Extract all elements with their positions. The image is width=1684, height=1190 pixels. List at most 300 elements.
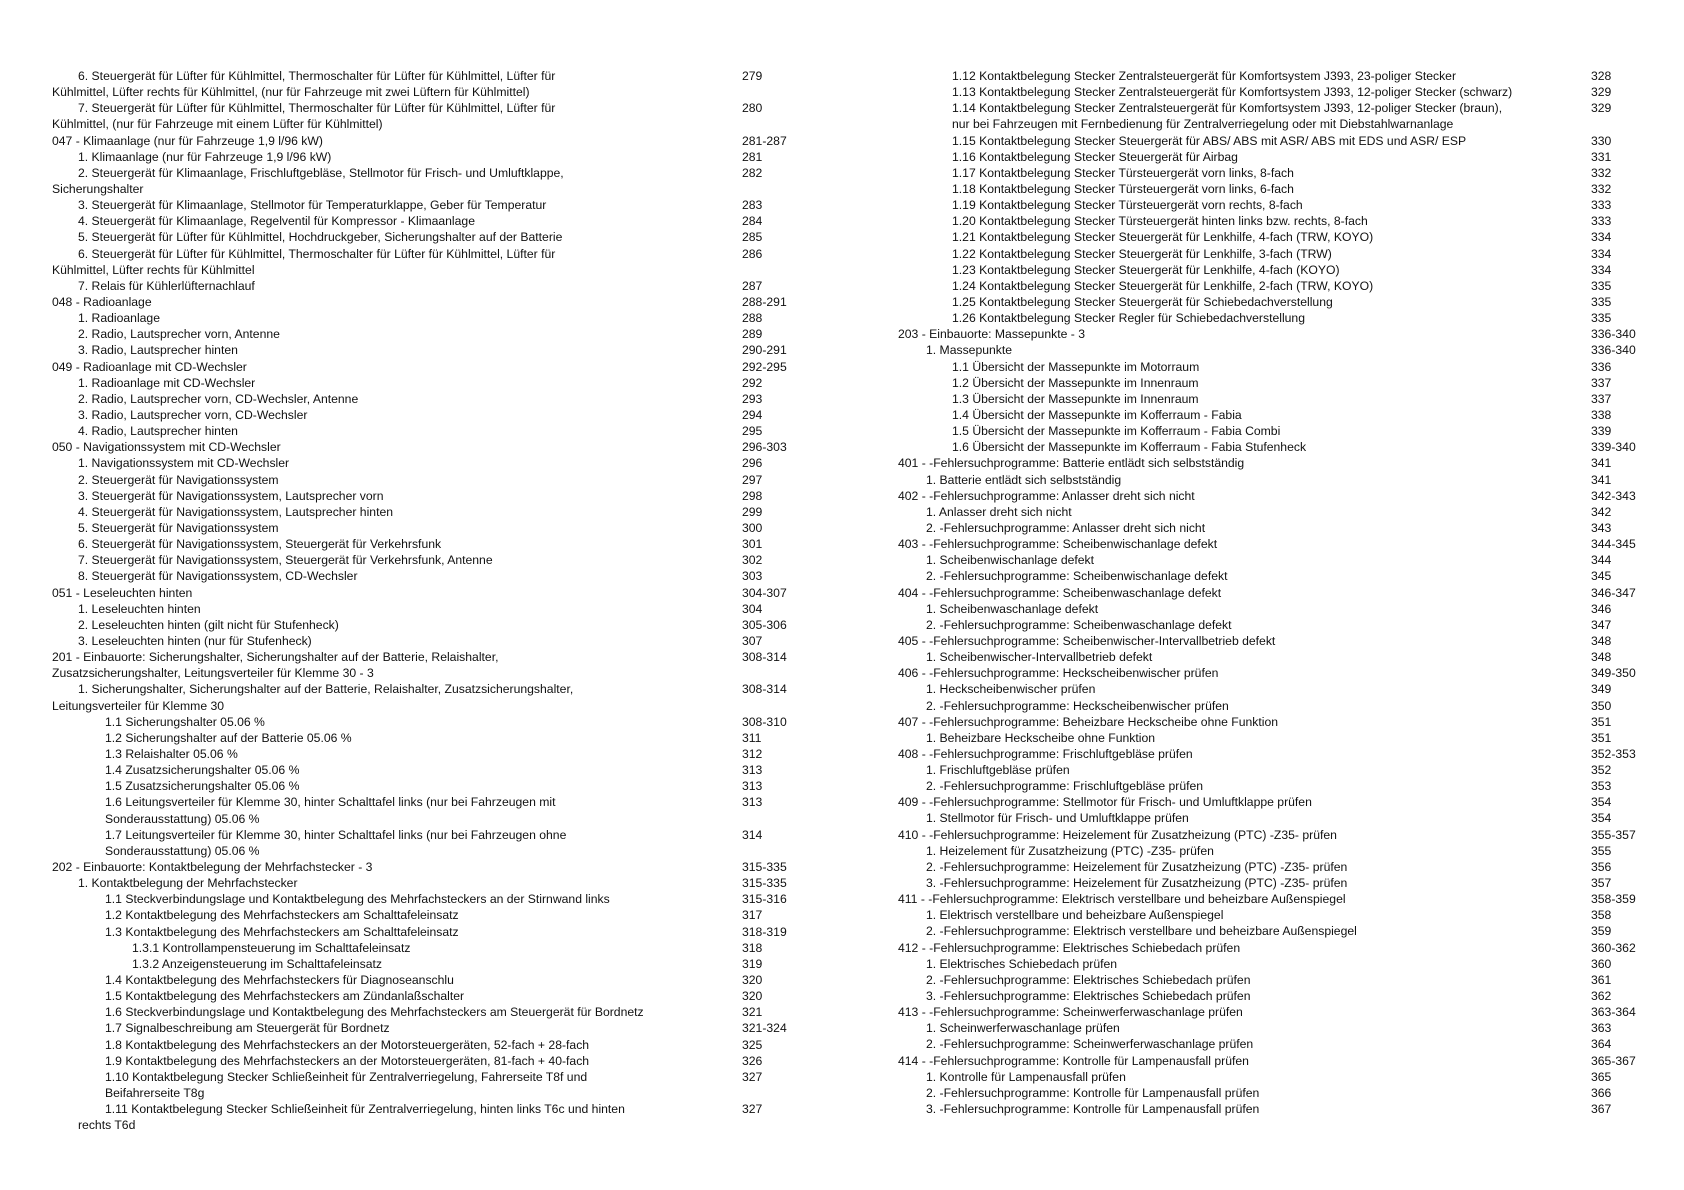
toc-entry — [52, 617, 812, 633]
toc-entry-page: 344 — [1591, 553, 1612, 568]
toc-entry-title — [898, 827, 1337, 843]
toc-entry-title-line: 8. Steuergerät für Navigationssystem, CD-Wechsler — [78, 569, 358, 584]
toc-entry — [898, 859, 1658, 875]
toc-entry-title — [78, 504, 393, 520]
toc-entry — [898, 246, 1658, 262]
toc-entry-title — [52, 246, 556, 278]
toc-entry-title — [78, 472, 279, 488]
toc-entry-page: 313 — [742, 795, 763, 810]
toc-entry-page: 345 — [1591, 569, 1612, 584]
toc-entry-page: 337 — [1591, 391, 1612, 406]
toc-entry-title — [52, 165, 564, 197]
toc-entry — [52, 794, 812, 826]
toc-entry-title — [926, 972, 1250, 988]
toc-entry-page: 334 — [1591, 262, 1612, 277]
toc-entry-page: 321 — [742, 1005, 763, 1020]
toc-entry-title-line: 1.6 Übersicht der Massepunkte im Kofferraum - Fabia Stufenheck — [952, 440, 1307, 455]
toc-entry-title — [926, 1036, 1253, 1052]
toc-entry-title-line: 2. -Fehlersuchprogramme: Anlasser dreht sich nicht — [926, 520, 1206, 535]
toc-entry — [898, 133, 1658, 149]
toc-entry-title — [105, 907, 459, 923]
toc-entry-title-line: 3. Leseleuchten hinten (nur für Stufenheck) — [78, 633, 312, 648]
toc-entry — [898, 601, 1658, 617]
toc-entry — [52, 68, 812, 100]
toc-entry-title-continuation: rechts T6d — [78, 1118, 136, 1133]
toc-entry-title — [952, 407, 1242, 423]
toc-entry-title-line: 1.1 Sicherungshalter 05.06 % — [105, 714, 265, 729]
toc-entry-page: 288 — [742, 311, 763, 326]
toc-entry-page: 289 — [742, 327, 763, 342]
toc-entry-page: 342 — [1591, 504, 1612, 519]
toc-entry-page: 329 — [1591, 85, 1612, 100]
toc-entry-title-line: 1. Frischluftgebläse prüfen — [926, 763, 1070, 778]
toc-entry-title-line: 407 - -Fehlersuchprogramme: Beheizbare Heckscheibe ohne Funktion — [898, 714, 1279, 729]
toc-entry-title — [78, 391, 358, 407]
toc-entry-title-line: 1. Scheibenwaschanlage defekt — [926, 601, 1099, 616]
toc-entry-title-line: 409 - -Fehlersuchprogramme: Stellmotor für Frisch- und Umluftklappe prüfen — [898, 795, 1312, 810]
toc-entry-page: 329 — [1591, 101, 1612, 116]
toc-entry-page: 283 — [742, 198, 763, 213]
toc-entry — [898, 342, 1658, 358]
toc-entry-page: 337 — [1591, 375, 1612, 390]
toc-entry — [898, 294, 1658, 310]
toc-entry — [898, 730, 1658, 746]
toc-entry — [898, 552, 1658, 568]
toc-entry-page: 352 — [1591, 763, 1612, 778]
toc-entry-page: 349 — [1591, 682, 1612, 697]
toc-entry-title-line: 1.10 Kontaktbelegung Stecker Schließeinheit für Zentralverriegelung, Fahrerseite T8f und — [105, 1069, 588, 1084]
toc-entry-page: 335 — [1591, 294, 1612, 309]
toc-entry-title-line: 2. -Fehlersuchprogramme: Heizelement für Zusatzheizung (PTC) -Z35- prüfen — [926, 859, 1348, 874]
toc-entry-title — [78, 875, 298, 891]
toc-entry-title — [926, 568, 1227, 584]
toc-entry — [898, 794, 1658, 810]
toc-entry-title-continuation: nur bei Fahrzeugen mit Fernbedienung für Zentralverriegelung oder mit Diebstahlwarnanlage — [952, 117, 1454, 132]
toc-entry — [52, 359, 812, 375]
toc-entry-page: 298 — [742, 488, 763, 503]
toc-entry-page: 296 — [742, 456, 763, 471]
toc-entry — [52, 907, 812, 923]
toc-entry-title — [952, 197, 1303, 213]
toc-entry-page: 328 — [1591, 69, 1612, 83]
toc-entry-page: 354 — [1591, 795, 1612, 810]
toc-entry — [52, 229, 812, 245]
toc-entry-title — [105, 714, 265, 730]
toc-entry-title-line: 1.3.2 Anzeigensteuerung im Schalttafeleinsatz — [132, 956, 383, 971]
toc-entry-title-line: 1.16 Kontaktbelegung Stecker Steuergerät für Airbag — [952, 149, 1238, 164]
toc-entry-title — [926, 843, 1214, 859]
toc-entry-title-line: 1. Massepunkte — [926, 343, 1013, 358]
toc-entry — [52, 681, 812, 713]
toc-entry — [52, 1020, 812, 1036]
toc-entry — [52, 1069, 812, 1101]
toc-entry-title — [52, 439, 281, 455]
toc-entry-title — [52, 100, 556, 132]
toc-entry-title-continuation: Sicherungshalter — [52, 182, 144, 197]
toc-entry-page: 333 — [1591, 198, 1612, 213]
toc-entry-page: 326 — [742, 1053, 763, 1068]
toc-entry-title-line: 2. -Fehlersuchprogramme: Elektrisches Schiebedach prüfen — [926, 972, 1251, 987]
toc-entry — [52, 940, 812, 956]
toc-entry-page: 333 — [1591, 214, 1612, 229]
toc-entry-title-line: 1. Stellmotor für Frisch- und Umluftklappe prüfen — [926, 811, 1189, 826]
toc-entry-title — [952, 310, 1305, 326]
toc-entry-title-line: 2. -Fehlersuchprogramme: Scheibenwaschanlage defekt — [926, 617, 1232, 632]
toc-entry-page: 321-324 — [742, 1021, 787, 1036]
toc-entry-title — [926, 923, 1357, 939]
toc-entry-title-line: 1.20 Kontaktbelegung Stecker Türsteuergerät hinten links bzw. rechts, 8-fach — [952, 214, 1368, 229]
toc-entry-title-line: 1. Heckscheibenwischer prüfen — [926, 682, 1096, 697]
toc-entry-page: 348 — [1591, 633, 1612, 648]
toc-entry-title-line: 402 - -Fehlersuchprogramme: Anlasser dreht sich nicht — [898, 488, 1195, 503]
toc-entry — [898, 375, 1658, 391]
toc-entry-page: 327 — [742, 1069, 763, 1084]
toc-entry-title-line: 1. Radioanlage — [78, 311, 160, 326]
toc-entry-title-line: 403 - -Fehlersuchprogramme: Scheibenwischanlage defekt — [898, 537, 1218, 552]
toc-entry-page: 330 — [1591, 133, 1612, 148]
toc-entry-title-continuation: Beifahrerseite T8g — [105, 1086, 205, 1100]
toc-entry-title-line: 2. Leseleuchten hinten (gilt nicht für Stufenheck) — [78, 617, 339, 632]
toc-entry-title — [105, 778, 299, 794]
toc-entry-title-line: 1.4 Übersicht der Massepunkte im Kofferraum - Fabia — [952, 407, 1242, 422]
toc-entry — [52, 891, 812, 907]
toc-entry — [898, 988, 1658, 1004]
toc-entry — [898, 68, 1658, 84]
toc-entry-title — [105, 972, 454, 988]
toc-entry-title — [952, 439, 1306, 455]
toc-entry-title-line: 1.3 Kontaktbelegung des Mehrfachsteckers am Schalttafeleinsatz — [105, 924, 459, 939]
toc-entry-title-line: 1.8 Kontaktbelegung des Mehrfachsteckers an der Motorsteuergeräten, 52-fach + 28-fach — [105, 1037, 590, 1052]
toc-entry-title — [52, 133, 323, 149]
toc-entry-title-line: 3. Steuergerät für Klimaanlage, Stellmotor für Temperaturklappe, Geber für Temperatur — [78, 198, 547, 213]
toc-entry — [898, 746, 1658, 762]
toc-entry — [52, 988, 812, 1004]
toc-entry — [52, 827, 812, 859]
toc-entry-page: 320 — [742, 989, 763, 1004]
toc-entry-title — [898, 536, 1217, 552]
toc-entry — [898, 149, 1658, 165]
toc-entry-title — [78, 568, 358, 584]
toc-entry — [898, 1020, 1658, 1036]
toc-entry-page: 366 — [1591, 1085, 1612, 1100]
toc-entry-title — [952, 149, 1238, 165]
toc-entry-title-line: 1.14 Kontaktbelegung Stecker Zentralsteuergerät für Komfortsystem J393, 12-poliger Stecker (braun), — [952, 101, 1503, 116]
toc-entry-page: 336-340 — [1591, 343, 1636, 358]
toc-entry — [898, 891, 1658, 907]
toc-entry-title-line: 406 - -Fehlersuchprogramme: Heckscheibenwischer prüfen — [898, 666, 1219, 681]
toc-entry — [52, 310, 812, 326]
toc-entry — [52, 778, 812, 794]
toc-entry-page: 334 — [1591, 230, 1612, 245]
toc-entry-page: 292-295 — [742, 359, 787, 374]
toc-entry-page: 357 — [1591, 876, 1612, 891]
toc-entry-title-line: 1. Elektrisch verstellbare und beheizbare Außenspiegel — [926, 908, 1224, 923]
toc-entry-title-line: 1.2 Sicherungshalter auf der Batterie 05.06 % — [105, 730, 352, 745]
toc-entry-title — [926, 1101, 1259, 1117]
toc-entry — [898, 810, 1658, 826]
toc-entry-title-line: 1. Navigationssystem mit CD-Wechsler — [78, 456, 290, 471]
toc-entry-title — [78, 552, 493, 568]
toc-entry — [52, 714, 812, 730]
toc-entry-title — [78, 488, 384, 504]
toc-entry-title — [78, 520, 279, 536]
toc-column-left — [52, 68, 812, 1133]
toc-entry-title — [952, 423, 1280, 439]
toc-entry-title-line: 404 - -Fehlersuchprogramme: Scheibenwaschanlage defekt — [898, 585, 1222, 600]
toc-entry-title-line: 1.1 Steckverbindungslage und Kontaktbelegung des Mehrfachsteckers an der Stirnwand links — [105, 892, 610, 907]
toc-entry-title — [952, 246, 1332, 262]
toc-entry-title-line: 1.18 Kontaktbelegung Stecker Türsteuergerät vorn links, 6-fach — [952, 182, 1294, 196]
toc-entry-page: 307 — [742, 633, 763, 648]
toc-entry-title-line: 412 - -Fehlersuchprogramme: Elektrisches Schiebedach prüfen — [898, 940, 1241, 955]
toc-entry-title-line: 3. Steuergerät für Navigationssystem, Lautsprecher vorn — [78, 488, 384, 503]
toc-entry — [898, 536, 1658, 552]
toc-entry-title — [952, 359, 1199, 375]
toc-entry-title — [952, 133, 1466, 149]
toc-entry-title-line: 203 - Einbauorte: Massepunkte - 3 — [898, 327, 1085, 342]
toc-entry — [898, 359, 1658, 375]
toc-entry-title-line: 1. Scheibenwischer-Intervallbetrieb defekt — [926, 650, 1153, 665]
toc-entry-title-line: 1. Anlasser dreht sich nicht — [926, 504, 1072, 519]
toc-entry-title-line: 202 - Einbauorte: Kontaktbelegung der Mehrfachstecker - 3 — [52, 860, 373, 875]
toc-entry-title-line: 3. Radio, Lautsprecher hinten — [78, 343, 238, 358]
toc-entry — [898, 568, 1658, 584]
toc-entry-title-line: 1.4 Zusatzsicherungshalter 05.06 % — [105, 763, 300, 778]
toc-entry-page: 313 — [742, 763, 763, 778]
toc-entry-title — [926, 730, 1155, 746]
toc-entry-title — [105, 891, 610, 907]
toc-entry-page: 360 — [1591, 956, 1612, 971]
toc-entry-title-line: 1.3.1 Kontrollampensteuerung im Schalttafeleinsatz — [132, 940, 411, 955]
toc-entry-title-line: 6. Steuergerät für Lüfter für Kühlmittel, Thermoschalter für Lüfter für Kühlmittel, Lüfter für — [78, 246, 556, 261]
toc-entry-title-line: 6. Steuergerät für Navigationssystem, Steuergerät für Verkehrsfunk — [78, 537, 442, 552]
toc-entry-title-line: 1.6 Leitungsverteiler für Klemme 30, hinter Schalttafel links (nur bei Fahrzeugen mit — [105, 795, 556, 810]
toc-entry-title — [952, 68, 1456, 84]
toc-entry-page: 346 — [1591, 601, 1612, 616]
toc-entry — [898, 923, 1658, 939]
toc-entry-page: 355 — [1591, 843, 1612, 858]
toc-entry-page: 341 — [1591, 472, 1612, 487]
toc-entry-title — [898, 1053, 1249, 1069]
toc-entry-title-continuation: Zusatzsicherungshalter, Leitungsverteiler für Klemme 30 - 3 — [52, 666, 374, 681]
toc-entry — [898, 633, 1658, 649]
toc-entry-title — [926, 472, 1121, 488]
toc-entry-title-continuation: Kühlmittel, Lüfter rechts für Kühlmittel — [52, 262, 255, 277]
toc-entry — [898, 1085, 1658, 1101]
toc-entry-page: 292 — [742, 375, 763, 390]
toc-entry-title — [926, 504, 1072, 520]
toc-entry-title-line: 414 - -Fehlersuchprogramme: Kontrolle für Lampenausfall prüfen — [898, 1053, 1249, 1068]
toc-entry — [52, 601, 812, 617]
toc-entry-title — [105, 988, 464, 1004]
toc-entry — [898, 585, 1658, 601]
toc-entry — [898, 326, 1658, 342]
toc-entry-title — [132, 940, 410, 956]
toc-entry-title-line: 1.24 Kontaktbelegung Stecker Steuergerät für Lenkhilfe, 2-fach (TRW, KOYO) — [952, 278, 1374, 293]
toc-column-right — [898, 68, 1658, 1117]
toc-entry — [898, 649, 1658, 665]
toc-entry — [52, 633, 812, 649]
toc-entry — [52, 1101, 812, 1133]
toc-entry-title — [898, 633, 1275, 649]
toc-entry-title-line: 1. Elektrisches Schiebedach prüfen — [926, 956, 1118, 971]
toc-entry — [898, 520, 1658, 536]
toc-entry — [898, 1101, 1658, 1117]
toc-entry-page: 296-303 — [742, 440, 787, 455]
toc-entry-page: 338 — [1591, 407, 1612, 422]
toc-entry — [898, 778, 1658, 794]
toc-entry-title-line: 1. Sicherungshalter, Sicherungshalter auf der Batterie, Relaishalter, Zusatzsicherungshalter, — [78, 682, 574, 697]
toc-entry-title — [926, 956, 1117, 972]
toc-entry-title — [78, 278, 255, 294]
toc-entry-title — [78, 423, 238, 439]
toc-entry-page: 344-345 — [1591, 537, 1636, 552]
toc-entry — [52, 585, 812, 601]
toc-entry-title — [898, 326, 1085, 342]
toc-entry-title — [105, 1037, 589, 1053]
toc-entry — [898, 84, 1658, 100]
toc-entry-page: 359 — [1591, 924, 1612, 939]
toc-entry-page: 287 — [742, 278, 763, 293]
toc-entry-page: 361 — [1591, 972, 1612, 987]
toc-entry-title-line: 2. -Fehlersuchprogramme: Kontrolle für Lampenausfall prüfen — [926, 1085, 1260, 1100]
toc-entry-title-line: 1. Scheibenwischanlage defekt — [926, 553, 1095, 568]
toc-entry — [52, 165, 812, 197]
toc-entry-title-line: 5. Steuergerät für Navigationssystem — [78, 521, 279, 535]
toc-entry-title — [926, 601, 1098, 617]
toc-entry-title-line: 2. Radio, Lautsprecher vorn, Antenne — [78, 327, 280, 342]
toc-entry-title — [926, 698, 1229, 714]
toc-entry — [898, 504, 1658, 520]
toc-entry-page: 339 — [1591, 424, 1612, 439]
toc-entry-page: 360-362 — [1591, 940, 1636, 955]
toc-entry-title — [105, 924, 459, 940]
toc-entry — [52, 875, 812, 891]
toc-entry-title-line: 4. Radio, Lautsprecher hinten — [78, 424, 238, 439]
toc-entry-page: 299 — [742, 504, 763, 519]
toc-entry-title — [78, 536, 441, 552]
toc-entry — [52, 100, 812, 132]
toc-entry-title-line: 408 - -Fehlersuchprogramme: Frischluftgebläse prüfen — [898, 746, 1193, 761]
toc-entry-title — [926, 859, 1347, 875]
toc-entry-title-line: 3. -Fehlersuchprogramme: Kontrolle für Lampenausfall prüfen — [926, 1102, 1260, 1117]
toc-entry-title-line: 1.12 Kontaktbelegung Stecker Zentralsteuergerät für Komfortsystem J393, 23-poliger Stecker — [952, 69, 1457, 83]
toc-entry-title — [926, 778, 1203, 794]
toc-entry-page: 315-335 — [742, 860, 787, 875]
toc-entry-page: 285 — [742, 230, 763, 245]
toc-entry-title-line: 2. -Fehlersuchprogramme: Scheibenwischanlage defekt — [926, 569, 1228, 584]
toc-entry-title-line: 1. Scheinwerferwaschanlage prüfen — [926, 1021, 1120, 1036]
toc-entry-title-line: 1.4 Kontaktbelegung des Mehrfachsteckers für Diagnoseanschlu — [105, 973, 454, 987]
toc-entry — [898, 940, 1658, 956]
toc-entry-page: 351 — [1591, 714, 1612, 729]
toc-entry — [52, 197, 812, 213]
toc-entry-title — [105, 1069, 587, 1101]
toc-entry — [898, 229, 1658, 245]
toc-entry-page: 325 — [742, 1037, 763, 1052]
toc-entry-title-line: 1.2 Übersicht der Massepunkte im Innenraum — [952, 375, 1199, 390]
toc-entry-page: 302 — [742, 553, 763, 568]
toc-entry — [52, 552, 812, 568]
toc-entry-title — [898, 488, 1195, 504]
toc-entry — [52, 455, 812, 471]
toc-entry-title-line: 047 - Klimaanlage (nur für Fahrzeuge 1,9 l/96 kW) — [52, 133, 323, 148]
toc-entry-title — [105, 762, 299, 778]
toc-entry-title — [105, 794, 555, 826]
toc-entry-title — [898, 1004, 1243, 1020]
toc-entry-title-line: 5. Steuergerät für Lüfter für Kühlmittel, Hochdruckgeber, Sicherungshalter auf der Batterie — [78, 230, 563, 245]
toc-entry-title — [78, 601, 201, 617]
toc-entry-page: 301 — [742, 537, 763, 552]
toc-entry-title — [898, 794, 1312, 810]
toc-entry-page: 279 — [742, 69, 763, 83]
toc-entry-title-line: 1. Heizelement für Zusatzheizung (PTC) -Z35- prüfen — [926, 843, 1214, 858]
toc-entry — [52, 423, 812, 439]
toc-entry-title-line: 405 - -Fehlersuchprogramme: Scheibenwischer-Intervallbetrieb defekt — [898, 633, 1276, 648]
toc-entry-title-line: 1.15 Kontaktbelegung Stecker Steuergerät für ABS/ ABS mit ASR/ ABS mit EDS und ASR/ ESP — [952, 133, 1467, 148]
toc-entry-title-continuation: Sonderausstattung) 05.06 % — [105, 843, 260, 858]
toc-entry-title-line: 1.22 Kontaktbelegung Stecker Steuergerät für Lenkhilfe, 3-fach (TRW) — [952, 246, 1332, 261]
toc-entry-title — [78, 229, 562, 245]
toc-entry-title — [952, 278, 1373, 294]
toc-entry-title — [898, 665, 1218, 681]
toc-entry-title — [105, 1053, 589, 1069]
toc-entry-title — [105, 1004, 644, 1020]
toc-entry-title — [52, 585, 192, 601]
toc-entry-title — [898, 585, 1221, 601]
toc-entry-title — [952, 181, 1294, 197]
toc-entry-title-line: 2. -Fehlersuchprogramme: Scheinwerferwaschanlage prüfen — [926, 1037, 1254, 1052]
toc-entry — [898, 827, 1658, 843]
toc-entry-title-line: 1.3 Übersicht der Massepunkte im Innenraum — [952, 391, 1199, 406]
toc-entry-page: 365-367 — [1591, 1053, 1636, 1068]
toc-entry — [898, 875, 1658, 891]
toc-entry-title — [926, 1069, 1126, 1085]
toc-entry-page: 318 — [742, 940, 763, 955]
toc-entry-title-continuation: Leitungsverteiler für Klemme 30 — [52, 698, 225, 713]
toc-entry-title-line: 7. Steuergerät für Lüfter für Kühlmittel, Thermoschalter für Lüfter für Kühlmittel, Lüfter für — [78, 101, 556, 116]
toc-entry — [898, 907, 1658, 923]
toc-entry — [52, 133, 812, 149]
toc-entry-page: 295 — [742, 424, 763, 439]
toc-entry-title-line: 1.5 Zusatzsicherungshalter 05.06 % — [105, 779, 300, 794]
toc-entry-page: 365 — [1591, 1069, 1612, 1084]
toc-entry-page: 352-353 — [1591, 746, 1636, 761]
toc-entry-page: 355-357 — [1591, 827, 1636, 842]
toc-entry — [52, 1053, 812, 1069]
toc-entry-title-continuation: Kühlmittel, Lüfter rechts für Kühlmittel, (nur für Fahrzeuge mit zwei Lüftern für Kühlmittel) — [52, 85, 530, 100]
toc-entry-page: 282 — [742, 165, 763, 180]
toc-entry-title-line: 1.17 Kontaktbelegung Stecker Türsteuergerät vorn links, 8-fach — [952, 165, 1294, 180]
toc-entry-title-line: 1. Radioanlage mit CD-Wechsler — [78, 375, 256, 390]
toc-entry-title — [52, 68, 556, 100]
toc-entry-title-line: 1. Batterie entlädt sich selbstständig — [926, 472, 1122, 487]
toc-entry-title-line: 049 - Radioanlage mit CD-Wechsler — [52, 359, 247, 374]
toc-entry-title-line: 048 - Radioanlage — [52, 295, 152, 310]
toc-entry-title-continuation: Sonderausstattung) 05.06 % — [105, 811, 260, 826]
toc-entry — [52, 859, 812, 875]
toc-entry-page: 303 — [742, 569, 763, 584]
toc-entry-title — [898, 714, 1278, 730]
toc-entry-title-line: 410 - -Fehlersuchprogramme: Heizelement für Zusatzheizung (PTC) -Z35- prüfen — [898, 827, 1337, 842]
toc-entry-title-line: 1.5 Übersicht der Massepunkte im Kofferraum - Fabia Combi — [952, 424, 1281, 439]
toc-entry-page: 343 — [1591, 520, 1612, 535]
toc-entry-page: 347 — [1591, 617, 1612, 632]
toc-entry — [52, 439, 812, 455]
toc-entry-page: 305-306 — [742, 617, 787, 632]
toc-entry-title-line: 401 - -Fehlersuchprogramme: Batterie entlädt sich selbstständig — [898, 456, 1245, 471]
toc-entry — [898, 762, 1658, 778]
